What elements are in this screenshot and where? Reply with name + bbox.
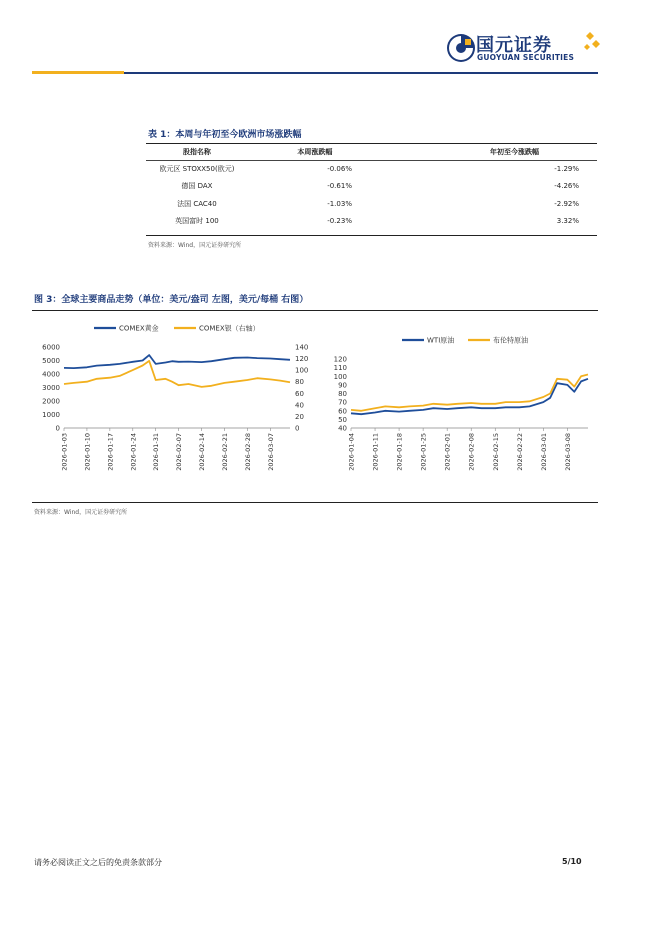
x-tick-label: 2026-02-08: [467, 433, 476, 471]
y-tick-label: 5000: [42, 357, 60, 365]
x-tick-label: 2026-02-15: [491, 433, 500, 471]
header-rule: [124, 72, 598, 74]
y-tick-label: 6000: [42, 343, 60, 352]
page-number: 5/10: [562, 857, 582, 866]
figure-rule-top: [32, 310, 598, 311]
y-tick-label: 80: [338, 390, 347, 398]
y-tick-label: 2000: [42, 397, 60, 406]
figure3-title: 图 3：全球主要商品走势（单位：美元/盎司 左图，美元/每桶 右图）: [34, 295, 309, 305]
cell-index-name: 德国 DAX: [181, 182, 213, 191]
series-line: [64, 355, 290, 368]
table-header-row: [146, 144, 597, 160]
y-tick-label: 120: [295, 355, 309, 364]
y-tick-label: 3000: [42, 384, 60, 392]
table-rule-bottom: [146, 235, 597, 236]
figure-rule-bottom: [32, 502, 598, 503]
y-tick-label: 100: [295, 366, 309, 375]
disclaimer-note: 请务必阅读正文之后的免责条款部分: [34, 858, 162, 867]
cell-week-change: -0.06%: [327, 164, 352, 173]
brand-name-cn: 国元证券: [476, 35, 552, 56]
y-tick-label: 40: [295, 401, 304, 410]
legend-label: COMEX银（右轴）: [199, 324, 260, 333]
x-tick-label: 2026-02-01: [443, 433, 452, 471]
y-tick-label: 20: [295, 412, 304, 421]
y-tick-label: 70: [338, 398, 347, 407]
table-row: [146, 195, 597, 213]
table1-title: 表 1：本周与年初至今欧洲市场涨跌幅: [148, 130, 302, 140]
figure3-source: 资料来源：Wind，国元证券研究所: [34, 509, 128, 516]
table-row: [146, 178, 597, 196]
y-tick-label: 60: [338, 407, 347, 416]
x-tick-label: 2026-02-22: [515, 433, 524, 471]
x-tick-label: 2026-01-11: [371, 433, 380, 471]
column-header-ytd: 年初至今涨跌幅: [489, 148, 539, 156]
cell-week-change: -0.23%: [327, 217, 352, 226]
legend-label: WTI原油: [427, 336, 455, 345]
cell-week-change: -1.03%: [327, 199, 352, 208]
y-tick-label: 40: [338, 424, 347, 433]
x-tick-label: 2026-03-01: [539, 433, 548, 471]
header-rule-accent: [32, 71, 124, 74]
y-tick-label: 0: [55, 424, 60, 433]
y-tick-label: 90: [338, 381, 347, 390]
x-tick-label: 2026-03-07: [266, 433, 275, 471]
y-tick-label: 100: [333, 372, 347, 381]
cell-week-change: -0.61%: [327, 182, 352, 191]
x-tick-label: 2026-02-28: [243, 433, 252, 471]
logo-sparkle-icon: [584, 32, 600, 50]
y-tick-label: 4000: [42, 370, 60, 379]
cell-ytd-change: -2.92%: [554, 199, 579, 208]
crude-oil-chart: [324, 316, 598, 496]
y-tick-label: 0: [295, 424, 300, 433]
x-tick-label: 2026-03-08: [563, 433, 572, 471]
logo-emblem-icon: [447, 34, 475, 62]
y-tick-label: 140: [295, 343, 309, 352]
x-tick-label: 2026-01-04: [347, 433, 356, 471]
y-tick-label: 110: [333, 364, 347, 373]
x-tick-label: 2026-01-17: [106, 433, 115, 471]
x-tick-label: 2026-01-31: [152, 433, 161, 471]
table-row: [146, 160, 597, 178]
cell-index-name: 英国富时 100: [175, 217, 219, 226]
cell-index-name: 法国 CAC40: [177, 199, 217, 208]
cell-ytd-change: 3.32%: [556, 217, 579, 226]
x-tick-label: 2026-02-07: [175, 433, 184, 471]
x-tick-label: 2026-01-25: [419, 433, 428, 471]
y-tick-label: 80: [295, 378, 304, 387]
column-header-index: 股指名称: [182, 148, 211, 156]
legend-label: 布伦特原油: [493, 336, 528, 345]
legend-label: COMEX黄金: [119, 324, 159, 333]
series-line: [351, 379, 588, 414]
x-tick-label: 2026-01-10: [83, 433, 92, 471]
y-tick-label: 60: [295, 389, 304, 398]
cell-ytd-change: -1.29%: [554, 164, 579, 173]
y-tick-label: 50: [338, 415, 347, 424]
x-tick-label: 2026-01-03: [60, 433, 69, 471]
column-header-week: 本周涨跌幅: [297, 148, 333, 156]
market-change-table: [146, 144, 597, 230]
x-tick-label: 2026-01-18: [395, 433, 404, 471]
y-tick-label: 1000: [42, 411, 60, 419]
x-tick-label: 2026-02-14: [198, 433, 207, 471]
x-tick-label: 2026-02-21: [220, 433, 229, 471]
brand-name-en: GUOYUAN SECURITIES: [477, 53, 575, 62]
cell-ytd-change: -4.26%: [554, 182, 579, 191]
y-tick-label: 120: [333, 355, 347, 364]
cell-index-name: 欧元区 STOXX50(欧元): [159, 164, 235, 173]
table1-source: 资料来源：Wind，国元证券研究所: [148, 242, 242, 249]
x-tick-label: 2026-01-24: [129, 433, 138, 471]
table-row: [146, 213, 597, 231]
gold-silver-chart: [34, 316, 324, 496]
